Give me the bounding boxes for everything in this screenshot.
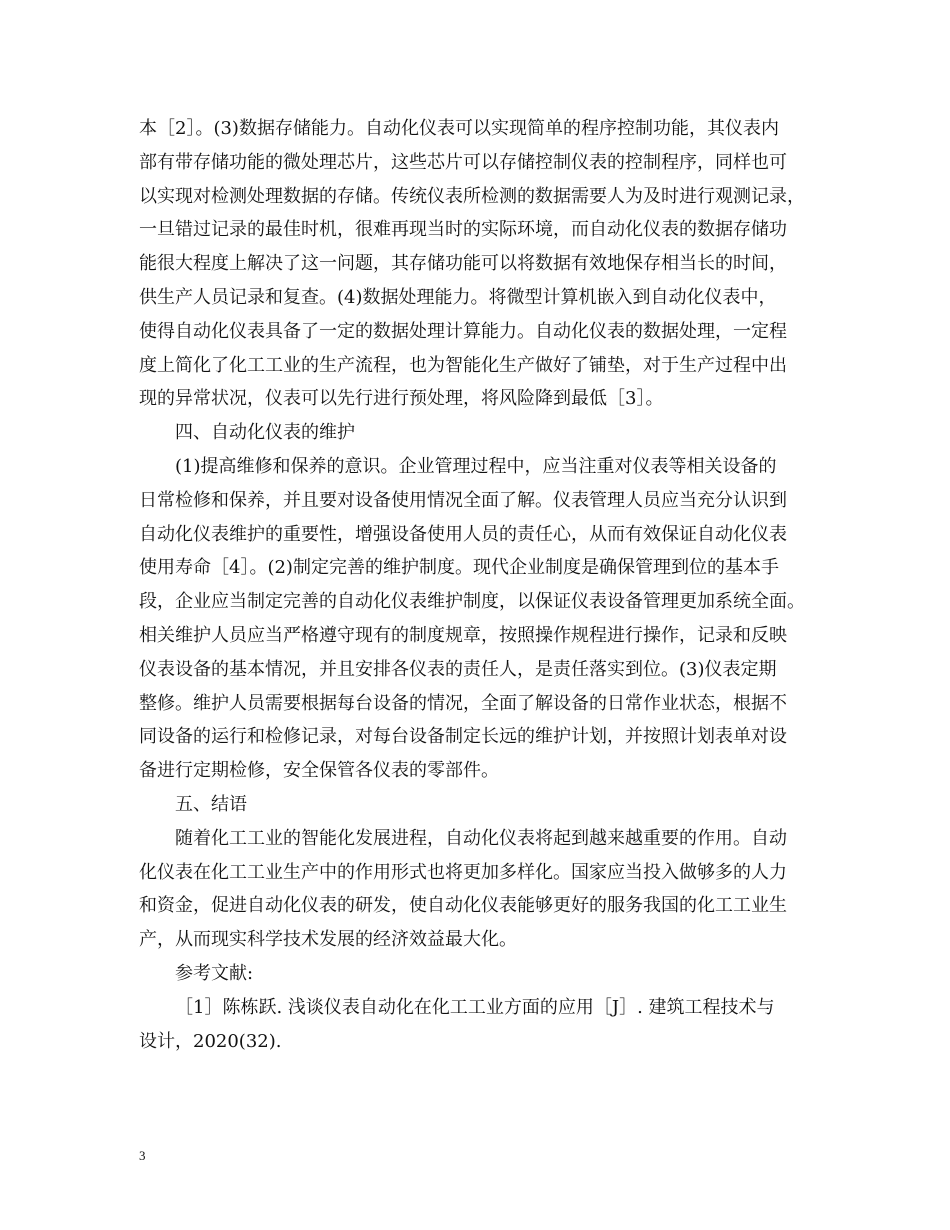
text-line: 相关维护人员应当严格遵守现有的制度规章，按照操作规程进行操作，记录和反映 — [139, 624, 787, 646]
text-line: 整修。维护人员需要根据每台设备的情况，全面了解设备的日常作业状态，根据不 — [139, 692, 787, 714]
reference-item: 设计，2020(32). — [139, 1030, 282, 1052]
text-line: 日常检修和保养，并且要对设备使用情况全面了解。仪表管理人员应当充分认识到 — [139, 489, 787, 511]
text-line: (1)提高维修和保养的意识。企业管理过程中，应当注重对仪表等相关设备的 — [175, 455, 777, 477]
text-line: 现的异常状况，仪表可以先行进行预处理，将风险降到最低［3］。 — [139, 388, 664, 410]
reference-item: ［1］陈栋跃. 浅谈仪表自动化在化工工业方面的应用［J］. 建筑工程技术与 — [175, 996, 775, 1018]
section-heading: 五、结语 — [175, 793, 247, 815]
text-line: 段，企业应当制定完善的自动化仪表维护制度，以保证仪表设备管理更加系统全面。 — [139, 591, 805, 613]
text-line: 随着化工工业的智能化发展进程，自动化仪表将起到越来越重要的作用。自动 — [175, 827, 787, 849]
body-text — [139, 112, 819, 1058]
text-line: 使用寿命［4］。(2)制定完善的维护制度。现代企业制度是确保管理到位的基本手 — [139, 557, 779, 579]
text-line: 以实现对检测处理数据的存储。传统仪表所检测的数据需要人为及时进行观测记录， — [139, 185, 805, 207]
text-line: 能很大程度上解决了这一问题，其存储功能可以将数据有效地保存相当长的时间， — [139, 253, 787, 275]
text-line: 供生产人员记录和复查。(4)数据处理能力。将微型计算机嵌入到自动化仪表中， — [139, 286, 777, 308]
text-line: 同设备的运行和检修记录，对每台设备制定长远的维护计划，并按照计划表单对设 — [139, 726, 787, 748]
text-line: 本［2］。(3)数据存储能力。自动化仪表可以实现简单的程序控制功能，其仪表内 — [139, 118, 779, 139]
text-line: 备进行定期检修，安全保管各仪表的零部件。 — [139, 760, 499, 782]
text-line: 度上简化了化工工业的生产流程，也为智能化生产做好了铺垫，对于生产过程中出 — [139, 354, 787, 376]
text-line: 和资金，促进自动化仪表的研发，使自动化仪表能够更好的服务我国的化工工业生 — [139, 895, 787, 917]
text-line: 仪表设备的基本情况，并且安排各仪表的责任人，是责任落实到位。(3)仪表定期 — [139, 658, 777, 680]
text-line: 使得自动化仪表具备了一定的数据处理计算能力。自动化仪表的数据处理，一定程 — [139, 320, 787, 342]
text-line: 产，从而现实科学技术发展的经济效益最大化。 — [139, 929, 517, 951]
text-line: 部有带存储功能的微处理芯片，这些芯片可以存储控制仪表的控制程序，同样也可 — [139, 151, 787, 173]
page-number: 3 — [139, 1148, 146, 1163]
text-line: 化仪表在化工工业生产中的作用形式也将更加多样化。国家应当投入做够多的人力 — [139, 861, 787, 883]
section-heading: 四、自动化仪表的维护 — [175, 422, 355, 444]
text-line: 自动化仪表维护的重要性，增强设备使用人员的责任心，从而有效保证自动化仪表 — [139, 523, 787, 545]
text-line: 一旦错过记录的最佳时机，很难再现当时的实际环境，而自动化仪表的数据存储功 — [139, 219, 787, 241]
references-heading: 参考文献: — [175, 962, 254, 984]
